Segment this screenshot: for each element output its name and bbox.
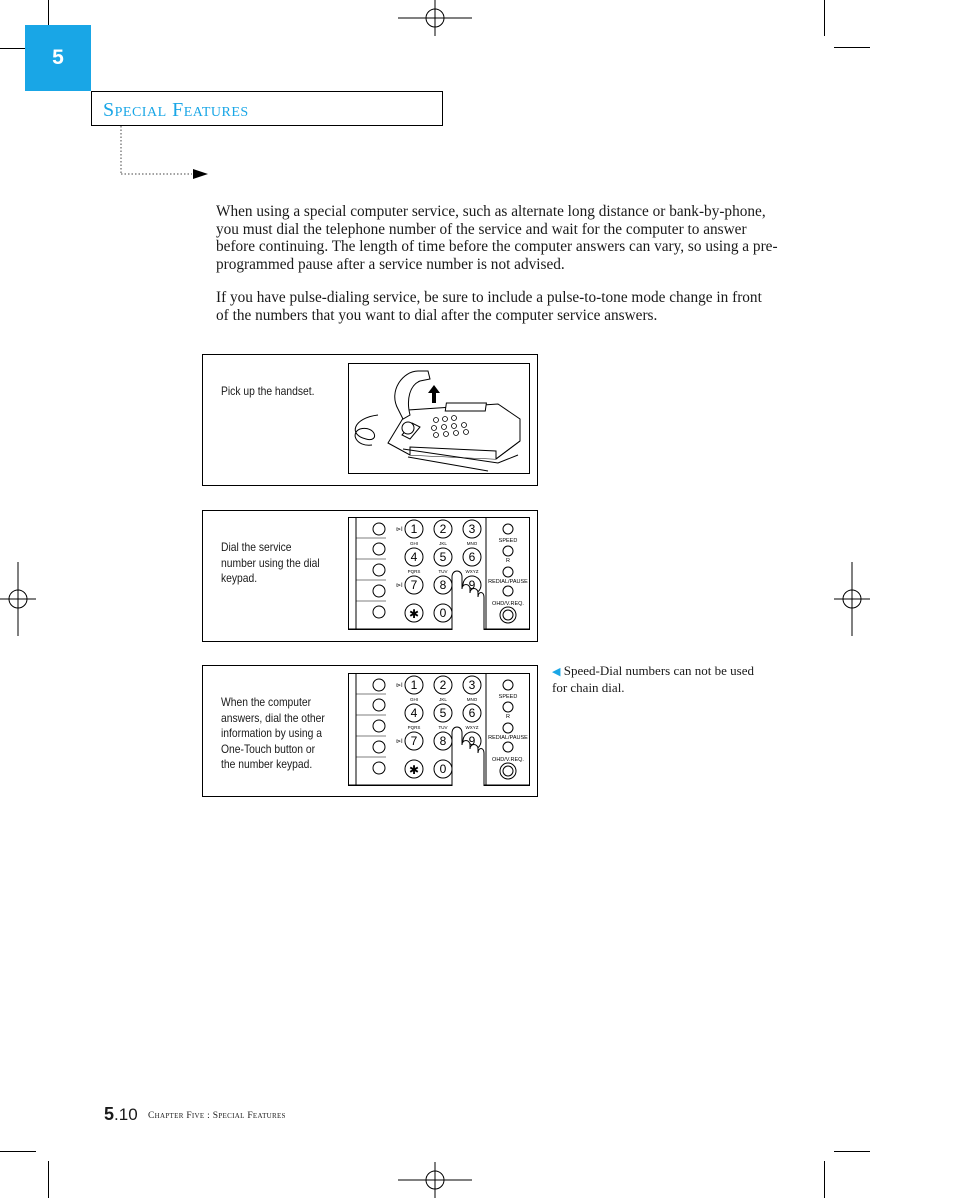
svg-text:REDIAL/PAUSE: REDIAL/PAUSE: [488, 735, 528, 741]
svg-text:2: 2: [439, 522, 447, 536]
svg-text:REDIAL/PAUSE: REDIAL/PAUSE: [488, 579, 528, 585]
step-2-text: Dial the service number using the dial keypad.: [221, 540, 320, 586]
svg-text:8: 8: [439, 578, 447, 592]
svg-text:MNO: MNO: [466, 697, 478, 702]
svg-text:7: 7: [410, 734, 418, 748]
note-text: Speed-Dial numbers can not be used for chain dial.: [552, 663, 754, 695]
svg-text:TUV: TUV: [438, 725, 448, 730]
svg-text:OHD/V.REQ.: OHD/V.REQ.: [492, 757, 524, 763]
svg-text:1: 1: [410, 678, 418, 692]
svg-text:TUV: TUV: [438, 569, 448, 574]
svg-text:6: 6: [468, 706, 476, 720]
step-1-text: Pick up the handset.: [221, 384, 315, 398]
svg-text:R: R: [506, 714, 510, 720]
svg-text:8: 8: [439, 734, 447, 748]
speed-dial-note: [552, 663, 762, 695]
pulse-dialing-paragraph: If you have pulse-dialing service, be sure to include a pulse-to-tone mode change in front of the numbers that you want to dial after the computer service answers.: [216, 289, 762, 324]
page-number: 5.10: [104, 1104, 138, 1124]
svg-text:⊳I: ⊳I: [396, 583, 403, 589]
chapter-number-tab: 5: [25, 25, 91, 91]
svg-text:4: 4: [410, 550, 418, 564]
svg-text:0: 0: [439, 762, 447, 776]
svg-text:R: R: [506, 558, 510, 564]
dotted-arrow-icon: [118, 126, 213, 181]
svg-text:GHI: GHI: [409, 541, 419, 546]
svg-text:✱: ✱: [408, 763, 420, 777]
keypad-illustration-2: [348, 673, 530, 786]
svg-text:3: 3: [468, 522, 476, 536]
chapter-title: Special Features: [103, 99, 249, 121]
svg-text:5: 5: [439, 550, 447, 564]
svg-text:JKL: JKL: [439, 541, 447, 546]
svg-text:WXYZ: WXYZ: [465, 569, 479, 574]
svg-text:JKL: JKL: [439, 697, 447, 702]
svg-text:MNO: MNO: [466, 541, 478, 546]
fax-machine-illustration: [348, 363, 530, 474]
svg-text:⊳I: ⊳I: [396, 683, 403, 689]
intro-paragraph: When using a special computer service, such as alternate long distance or bank-by-phone, you must dial the telephone number of the service and wait for the computer to answer before continuing. The length of time before the computer answers can vary, so using a pre-programmed pause after a service number is not advised.: [216, 203, 778, 273]
svg-text:PQRS: PQRS: [407, 725, 421, 730]
svg-text:GHI: GHI: [409, 697, 419, 702]
svg-text:3: 3: [468, 678, 476, 692]
svg-text:WXYZ: WXYZ: [465, 725, 479, 730]
svg-text:6: 6: [468, 550, 476, 564]
svg-text:7: 7: [410, 578, 418, 592]
step-3-text: When the computer answers, dial the other information by using a One-Touch button or the number keypad.: [221, 695, 325, 772]
svg-text:SPEED: SPEED: [498, 694, 518, 700]
svg-text:2: 2: [439, 678, 447, 692]
svg-text:4: 4: [410, 706, 418, 720]
svg-text:9: 9: [468, 734, 476, 748]
svg-text:PQRS: PQRS: [407, 569, 421, 574]
svg-text:OHD/V.REQ.: OHD/V.REQ.: [492, 601, 524, 607]
svg-text:9: 9: [468, 578, 476, 592]
svg-text:⊳I: ⊳I: [396, 527, 403, 533]
footer-chapter-label: Chapter Five : Special Features: [148, 1111, 286, 1121]
svg-text:✱: ✱: [408, 607, 420, 621]
note-arrow-icon: ◀: [552, 665, 561, 678]
svg-text:1: 1: [410, 522, 418, 536]
svg-text:5: 5: [439, 706, 447, 720]
svg-text:0: 0: [439, 606, 447, 620]
svg-text:SPEED: SPEED: [498, 538, 518, 544]
keypad-illustration-1: [348, 517, 530, 630]
svg-text:⊳I: ⊳I: [396, 739, 403, 745]
